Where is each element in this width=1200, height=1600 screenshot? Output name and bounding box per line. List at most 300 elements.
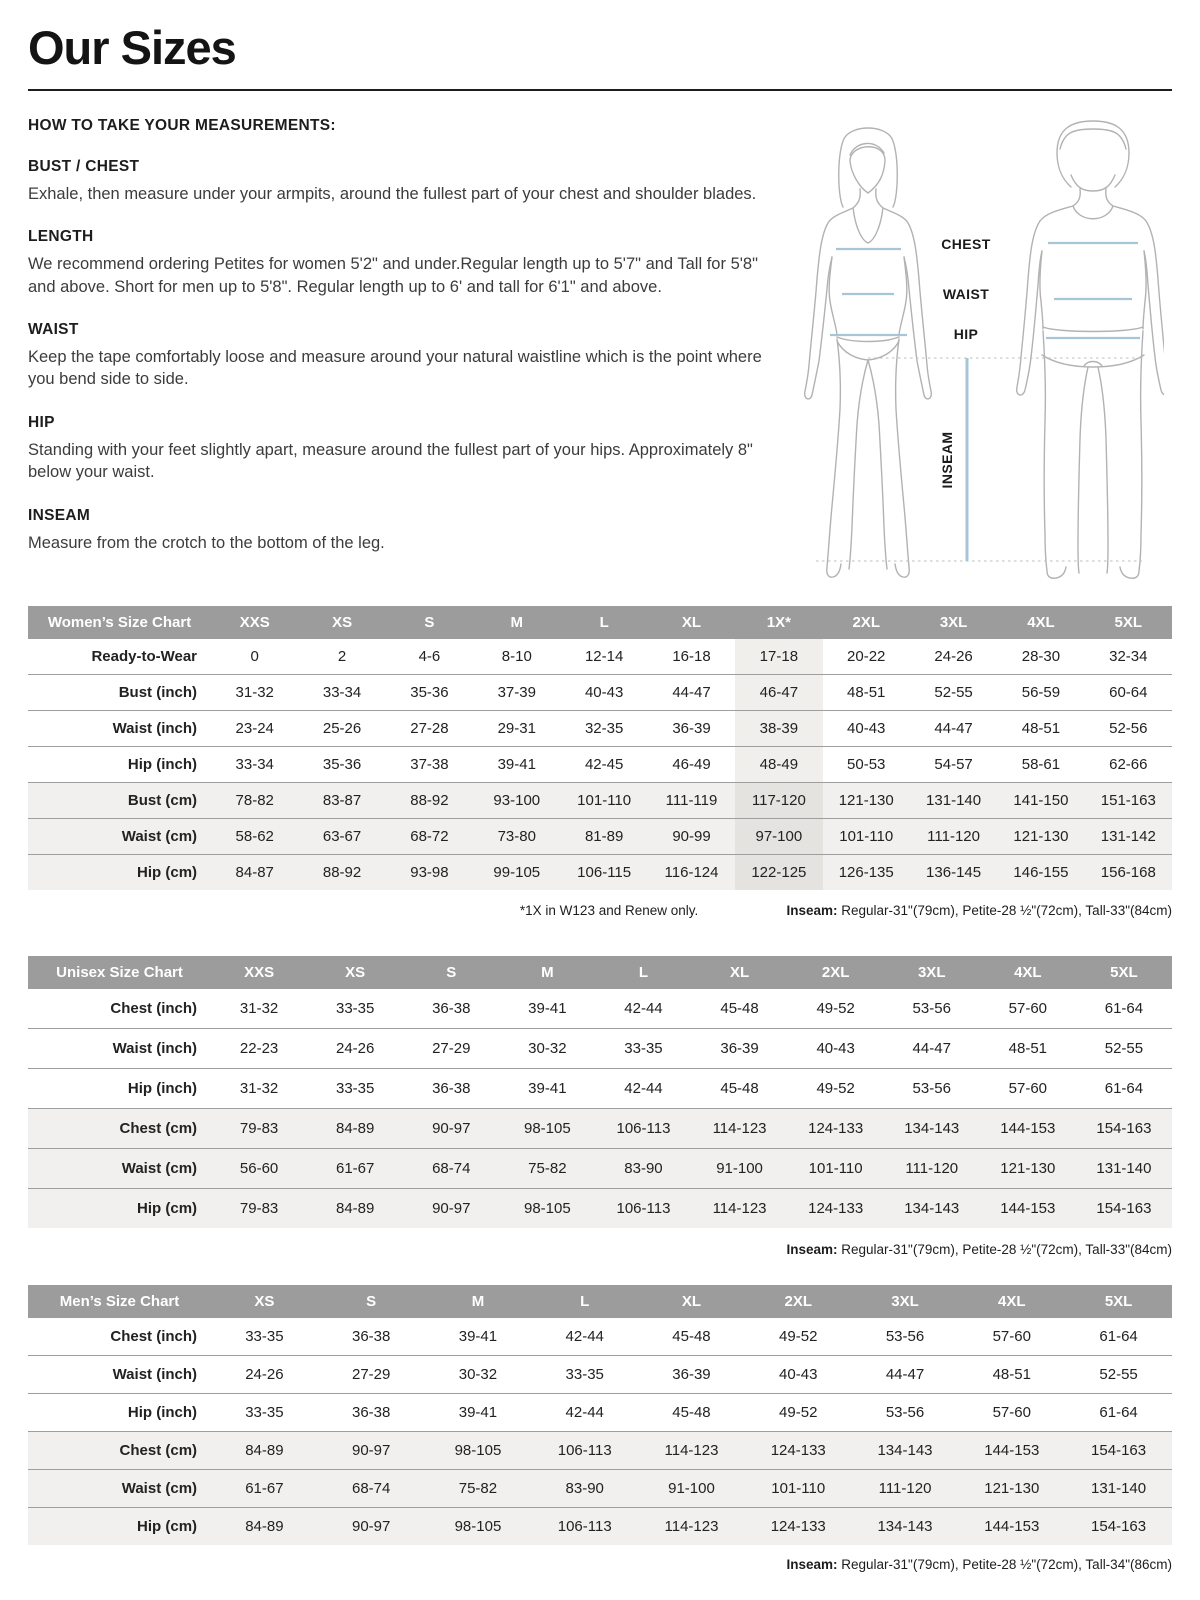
- size-cell: 48-51: [997, 710, 1084, 746]
- page-header: [28, 22, 1172, 91]
- size-cell: 12-14: [584, 647, 624, 665]
- size-column-header: XS: [307, 956, 403, 989]
- size-cell: 0: [250, 647, 259, 665]
- inseam-footnote-text: Regular-31"(79cm), Petite-28 ½"(72cm), Tall-34"(86cm): [837, 1556, 1172, 1572]
- unisex-size-chart-section: [28, 956, 1172, 1259]
- size-column-header: 5XL: [1076, 956, 1172, 989]
- size-cell: 124-133: [745, 1431, 852, 1469]
- size-column-header: 5XL: [1065, 1285, 1172, 1318]
- size-cell: 84-87: [211, 854, 298, 890]
- size-cell: 44-47: [648, 674, 735, 710]
- size-cell: 98-105: [499, 1108, 595, 1148]
- size-cell: 121-130: [997, 818, 1084, 854]
- size-cell: 30-32: [425, 1355, 532, 1393]
- size-cell: 154-163: [1076, 1188, 1172, 1228]
- size-cell: 111-120: [884, 1148, 980, 1188]
- measurements-content: [28, 117, 1172, 584]
- instruction-heading: INSEAM: [28, 506, 91, 524]
- size-cell: 57-60: [958, 1393, 1065, 1431]
- row-label: Waist (cm): [28, 1148, 211, 1188]
- size-cell: 39-41: [528, 999, 567, 1017]
- size-cell: 144-153: [980, 1108, 1076, 1148]
- body-outlines-svg: [780, 109, 1164, 579]
- size-column-header: 3XL: [910, 606, 997, 639]
- size-column-header: S: [386, 606, 473, 639]
- size-cell: 84-89: [307, 1108, 403, 1148]
- size-cell: 61-64: [1104, 999, 1144, 1017]
- size-cell: 57-60: [992, 1327, 1031, 1345]
- size-cell: 17-18: [735, 639, 822, 675]
- size-cell: 42-44: [624, 999, 663, 1017]
- table-row: [28, 1507, 1172, 1545]
- size-cell: 124-133: [788, 1108, 884, 1148]
- size-cell: 32-34: [1109, 647, 1148, 665]
- size-cell: 39-41: [499, 1068, 595, 1108]
- size-cell: 101-110: [823, 818, 910, 854]
- size-cell: 48-51: [823, 674, 910, 710]
- size-cell: 54-57: [910, 746, 997, 782]
- size-cell: 53-56: [884, 1068, 980, 1108]
- size-cell: 121-130: [980, 1148, 1076, 1188]
- instruction-section-waist: [28, 321, 762, 391]
- size-column-header: XXS: [211, 606, 298, 639]
- size-cell: 36-38: [351, 1327, 391, 1345]
- row-label: Bust (inch): [28, 674, 211, 710]
- size-column-header: 5XL: [1085, 606, 1172, 639]
- size-cell: 136-145: [910, 854, 997, 890]
- men-size-chart-section: [28, 1285, 1172, 1574]
- size-cell: 24-26: [307, 1028, 403, 1068]
- size-column-header: M: [499, 956, 595, 989]
- size-cell: 35-36: [386, 674, 473, 710]
- size-column-header: 2XL: [788, 956, 884, 989]
- size-cell: 62-66: [1085, 746, 1172, 782]
- table-row: [28, 1188, 1172, 1228]
- size-cell: 36-38: [432, 999, 471, 1017]
- size-cell: 90-99: [648, 818, 735, 854]
- size-cell: 40-43: [788, 1028, 884, 1068]
- size-cell: 48-51: [958, 1355, 1065, 1393]
- size-cell: 98-105: [499, 1188, 595, 1228]
- size-cell: 61-64: [1076, 1068, 1172, 1108]
- table-row: [28, 818, 1172, 854]
- size-cell: 49-52: [779, 1327, 818, 1345]
- size-cell: 144-153: [980, 1188, 1076, 1228]
- hip-label: HIP: [953, 325, 979, 342]
- row-label: Waist (cm): [28, 818, 211, 854]
- size-cell: 68-74: [403, 1148, 499, 1188]
- size-cell: 134-143: [884, 1108, 980, 1148]
- size-cell: 8-10: [501, 647, 532, 665]
- size-cell: 56-59: [997, 674, 1084, 710]
- row-label: Chest (cm): [28, 1431, 211, 1469]
- size-cell: 24-26: [211, 1355, 318, 1393]
- row-label: Chest (inch): [110, 1327, 198, 1345]
- size-column-header: S: [318, 1285, 425, 1318]
- row-label: Hip (inch): [28, 1393, 211, 1431]
- instruction-body: Exhale, then measure under your armpits, around the fullest part of your chest and shoulder blades.: [28, 184, 757, 203]
- chest-label: CHEST: [941, 235, 991, 252]
- size-cell: 57-60: [980, 1068, 1076, 1108]
- size-cell: 114-123: [638, 1507, 745, 1545]
- row-label: Hip (inch): [28, 1068, 211, 1108]
- size-column-header: 3XL: [852, 1285, 959, 1318]
- size-cell: 106-113: [531, 1507, 638, 1545]
- measurement-figures-illustration: [780, 109, 1164, 584]
- instruction-heading: WAIST: [28, 321, 79, 338]
- size-cell: 90-97: [403, 1108, 499, 1148]
- size-cell: 42-45: [560, 746, 647, 782]
- men-table-title: Men’s Size Chart: [28, 1285, 211, 1318]
- size-column-header: XS: [211, 1285, 318, 1318]
- size-cell: 84-89: [211, 1431, 318, 1469]
- size-cell: 111-119: [648, 782, 735, 818]
- size-cell: 36-39: [638, 1355, 745, 1393]
- size-column-header: XL: [648, 606, 735, 639]
- instruction-body: Keep the tape comfortably loose and measure around your natural waistline which is the point where you bend side to side.: [28, 348, 762, 389]
- size-cell: 75-82: [499, 1148, 595, 1188]
- size-cell: 73-80: [473, 818, 560, 854]
- women-size-chart-table: [28, 606, 1172, 890]
- size-cell: 42-44: [595, 1068, 691, 1108]
- size-cell: 33-34: [298, 674, 385, 710]
- inseam-footnote-label: Inseam:: [786, 1241, 838, 1257]
- size-cell: 134-143: [852, 1431, 959, 1469]
- size-cell: 40-43: [823, 710, 910, 746]
- size-cell: 154-163: [1065, 1507, 1172, 1545]
- size-cell: 52-55: [910, 674, 997, 710]
- size-cell: 116-124: [648, 854, 735, 890]
- size-cell: 79-83: [211, 1188, 307, 1228]
- size-cell: 40-43: [745, 1355, 852, 1393]
- instruction-body: Standing with your feet slightly apart, measure around the fullest part of your hips. Approximately 8" below your waist.: [28, 440, 753, 482]
- size-cell: 27-29: [318, 1355, 425, 1393]
- man-figure-outline: [1017, 121, 1164, 578]
- size-cell: 33-35: [531, 1355, 638, 1393]
- table-row: [28, 1148, 1172, 1188]
- instruction-section-inseam: [28, 507, 762, 554]
- size-column-header: S: [403, 956, 499, 989]
- size-cell: 114-123: [692, 1108, 788, 1148]
- size-cell: 151-163: [1085, 782, 1172, 818]
- woman-figure-outline: [805, 128, 932, 577]
- size-cell: 61-67: [211, 1469, 318, 1507]
- table-row: [28, 1355, 1172, 1393]
- size-column-header: L: [595, 956, 691, 989]
- size-cell: 88-92: [386, 782, 473, 818]
- size-cell: 154-163: [1065, 1431, 1172, 1469]
- row-label: Chest (inch): [110, 999, 198, 1017]
- size-cell: 24-26: [934, 647, 973, 665]
- instruction-section-hip: [28, 414, 762, 484]
- page-title: Our Sizes: [28, 21, 236, 74]
- instruction-heading: BUST / CHEST: [28, 157, 140, 175]
- size-cell: 131-140: [1065, 1469, 1172, 1507]
- size-cell: 106-113: [531, 1431, 638, 1469]
- size-cell: 114-123: [692, 1188, 788, 1228]
- table-row: [28, 1318, 1172, 1356]
- size-cell: 91-100: [638, 1469, 745, 1507]
- size-cell: 93-98: [386, 854, 473, 890]
- size-cell: 90-97: [403, 1188, 499, 1228]
- size-column-header: L: [560, 606, 647, 639]
- women-size-chart-section: [28, 606, 1172, 920]
- table-row: [28, 710, 1172, 746]
- table-row: [28, 1469, 1172, 1507]
- size-cell: 49-52: [788, 1068, 884, 1108]
- inseam-footnote-label: Inseam:: [786, 902, 838, 918]
- instruction-body: We recommend ordering Petites for women 5'2" and under.Regular length up to 5'7" and Tall for 5'8" and above. Short for men up to 5'8". Regular length up to 6' and tall for 6'1" and above.: [28, 255, 758, 296]
- size-cell: 101-110: [745, 1469, 852, 1507]
- size-cell: 83-90: [531, 1469, 638, 1507]
- size-column-header: XL: [692, 956, 788, 989]
- size-column-header: L: [531, 1285, 638, 1318]
- inseam-footnote-text: Regular-31"(79cm), Petite-28 ½"(72cm), Tall-33"(84cm): [837, 902, 1172, 918]
- unisex-table-footnotes: [28, 1242, 1172, 1259]
- size-cell: 79-83: [211, 1108, 307, 1148]
- size-cell: 61-64: [1065, 1393, 1172, 1431]
- women-inseam-footnote: [786, 903, 1172, 918]
- size-cell: 90-97: [318, 1507, 425, 1545]
- size-cell: 27-28: [386, 710, 473, 746]
- size-cell: 144-153: [958, 1507, 1065, 1545]
- men-size-chart-table: [28, 1285, 1172, 1545]
- size-cell: 37-39: [473, 674, 560, 710]
- how-to-heading: HOW TO TAKE YOUR MEASUREMENTS:: [28, 116, 336, 134]
- size-cell: 52-55: [1065, 1355, 1172, 1393]
- row-label: Hip (cm): [28, 1188, 211, 1228]
- title-divider: [28, 89, 1172, 91]
- size-cell: 124-133: [745, 1507, 852, 1545]
- size-cell: 45-48: [672, 1327, 711, 1345]
- size-cell: 50-53: [823, 746, 910, 782]
- size-column-header: M: [425, 1285, 532, 1318]
- size-cell: 25-26: [298, 710, 385, 746]
- row-label: Bust (cm): [28, 782, 211, 818]
- size-column-header: XS: [298, 606, 385, 639]
- size-cell: 106-115: [560, 854, 647, 890]
- size-cell: 45-48: [638, 1393, 745, 1431]
- size-column-header: 1X*: [735, 606, 822, 639]
- size-cell: 58-62: [211, 818, 298, 854]
- women-1x-footnote: *1X in W123 and Renew only.: [519, 902, 699, 918]
- size-cell: 124-133: [788, 1188, 884, 1228]
- size-cell: 111-120: [910, 818, 997, 854]
- row-label: Waist (inch): [28, 710, 211, 746]
- size-column-header: 4XL: [980, 956, 1076, 989]
- size-cell: 44-47: [884, 1028, 980, 1068]
- size-cell: 57-60: [1008, 999, 1048, 1017]
- inseam-footnote-label: Inseam:: [786, 1556, 838, 1572]
- size-cell: 63-67: [298, 818, 385, 854]
- size-column-header: 2XL: [823, 606, 910, 639]
- size-cell: 99-105: [473, 854, 560, 890]
- instruction-heading: LENGTH: [28, 228, 94, 246]
- size-cell: 33-34: [211, 746, 298, 782]
- row-label: Hip (cm): [28, 854, 211, 890]
- instruction-heading: HIP: [28, 413, 55, 431]
- size-cell: 44-47: [910, 710, 997, 746]
- row-label: Ready-to-Wear: [91, 647, 198, 665]
- size-cell: 37-38: [386, 746, 473, 782]
- size-cell: 22-23: [211, 1028, 307, 1068]
- size-cell: 131-140: [1076, 1148, 1172, 1188]
- instruction-section-length: [28, 228, 762, 298]
- table-row: [28, 1108, 1172, 1148]
- size-cell: 58-61: [997, 746, 1084, 782]
- size-column-header: XL: [638, 1285, 745, 1318]
- size-cell: 154-163: [1076, 1108, 1172, 1148]
- size-cell: 23-24: [211, 710, 298, 746]
- size-cell: 91-100: [692, 1148, 788, 1188]
- size-cell: 31-32: [211, 674, 298, 710]
- size-column-header: 4XL: [997, 606, 1084, 639]
- size-cell: 20-22: [847, 647, 886, 665]
- size-cell: 2: [337, 647, 347, 665]
- size-cell: 141-150: [997, 782, 1084, 818]
- size-cell: 126-135: [823, 854, 910, 890]
- size-cell: 31-32: [239, 999, 279, 1017]
- size-cell: 46-49: [648, 746, 735, 782]
- size-cell: 33-35: [211, 1393, 318, 1431]
- size-cell: 53-56: [885, 1327, 925, 1345]
- size-column-header: 3XL: [884, 956, 980, 989]
- size-cell: 78-82: [211, 782, 298, 818]
- size-column-header: M: [473, 606, 560, 639]
- size-cell: 42-44: [531, 1393, 638, 1431]
- size-cell: 101-110: [788, 1148, 884, 1188]
- measurement-instructions: [28, 117, 780, 584]
- size-cell: 46-47: [735, 674, 822, 710]
- size-cell: 42-44: [565, 1327, 604, 1345]
- size-cell: 88-92: [298, 854, 385, 890]
- size-column-header: XXS: [211, 956, 307, 989]
- size-cell: 106-113: [595, 1108, 691, 1148]
- row-label: Hip (inch): [28, 746, 211, 782]
- size-cell: 61-67: [307, 1148, 403, 1188]
- unisex-size-chart-table: [28, 956, 1172, 1228]
- size-cell: 30-32: [499, 1028, 595, 1068]
- size-cell: 84-89: [307, 1188, 403, 1228]
- table-row: [28, 1028, 1172, 1068]
- size-cell: 83-90: [595, 1148, 691, 1188]
- size-cell: 52-55: [1076, 1028, 1172, 1068]
- size-cell: 90-97: [318, 1431, 425, 1469]
- women-table-title: Women’s Size Chart: [28, 606, 211, 639]
- size-cell: 38-39: [735, 710, 822, 746]
- unisex-inseam-footnote: [786, 1242, 1172, 1257]
- table-row: [28, 1393, 1172, 1431]
- size-cell: 27-29: [403, 1028, 499, 1068]
- size-cell: 81-89: [560, 818, 647, 854]
- size-cell: 134-143: [884, 1188, 980, 1228]
- size-cell: 45-48: [692, 1068, 788, 1108]
- size-cell: 98-105: [425, 1431, 532, 1469]
- size-cell: 101-110: [560, 782, 647, 818]
- row-label: Waist (cm): [28, 1469, 211, 1507]
- size-cell: 122-125: [735, 854, 822, 890]
- size-cell: 111-120: [852, 1469, 959, 1507]
- size-cell: 117-120: [735, 782, 822, 818]
- men-inseam-footnote: [786, 1557, 1172, 1572]
- size-cell: 33-35: [335, 999, 375, 1017]
- size-cell: 31-32: [211, 1068, 307, 1108]
- size-cell: 144-153: [958, 1431, 1065, 1469]
- instruction-section-bust-chest: [28, 158, 762, 205]
- size-cell: 48-49: [735, 746, 822, 782]
- size-cell: 48-51: [980, 1028, 1076, 1068]
- size-cell: 121-130: [823, 782, 910, 818]
- size-column-header: 4XL: [958, 1285, 1065, 1318]
- size-cell: 52-56: [1085, 710, 1172, 746]
- table-row: [28, 1068, 1172, 1108]
- row-label: Hip (cm): [28, 1507, 211, 1545]
- size-cell: 60-64: [1085, 674, 1172, 710]
- size-cell: 114-123: [638, 1431, 745, 1469]
- table-row: [28, 854, 1172, 890]
- waist-label: WAIST: [942, 285, 990, 302]
- size-cell: 39-41: [425, 1393, 532, 1431]
- size-cell: 134-143: [852, 1507, 959, 1545]
- size-cell: 156-168: [1085, 854, 1172, 890]
- size-cell: 93-100: [473, 782, 560, 818]
- size-cell: 75-82: [425, 1469, 532, 1507]
- men-table-footnotes: [28, 1557, 1172, 1574]
- inseam-guide-dashes: [816, 358, 1142, 561]
- women-table-footnotes: [28, 903, 1172, 920]
- size-cell: 83-87: [298, 782, 385, 818]
- size-cell: 35-36: [298, 746, 385, 782]
- size-cell: 32-35: [560, 710, 647, 746]
- size-cell: 131-140: [910, 782, 997, 818]
- size-cell: 33-35: [245, 1327, 284, 1345]
- size-cell: 36-39: [692, 1028, 788, 1068]
- size-cell: 44-47: [852, 1355, 959, 1393]
- size-cell: 98-105: [425, 1507, 532, 1545]
- size-cell: 106-113: [595, 1188, 691, 1228]
- inseam-footnote-text: Regular-31"(79cm), Petite-28 ½"(72cm), Tall-33"(84cm): [837, 1241, 1172, 1257]
- table-row: [28, 989, 1172, 1029]
- size-cell: 39-41: [458, 1327, 498, 1345]
- row-label: Waist (inch): [28, 1028, 211, 1068]
- size-cell: 121-130: [958, 1469, 1065, 1507]
- table-row: [28, 1431, 1172, 1469]
- size-cell: 97-100: [735, 818, 822, 854]
- inseam-label: INSEAM: [939, 431, 955, 489]
- instruction-body: Measure from the crotch to the bottom of the leg.: [28, 533, 385, 552]
- size-cell: 36-38: [318, 1393, 425, 1431]
- size-cell: 45-48: [720, 999, 759, 1017]
- size-cell: 28-30: [1021, 647, 1061, 665]
- size-cell: 33-35: [595, 1028, 691, 1068]
- size-cell: 49-52: [816, 999, 855, 1017]
- table-row: [28, 746, 1172, 782]
- row-label: Chest (cm): [28, 1108, 211, 1148]
- size-cell: 53-56: [912, 999, 951, 1017]
- size-cell: 68-72: [386, 818, 473, 854]
- size-cell: 40-43: [560, 674, 647, 710]
- size-cell: 131-142: [1085, 818, 1172, 854]
- size-cell: 16-18: [672, 647, 711, 665]
- size-cell: 33-35: [307, 1068, 403, 1108]
- size-cell: 4-6: [418, 647, 441, 665]
- size-cell: 53-56: [852, 1393, 959, 1431]
- size-cell: 68-74: [318, 1469, 425, 1507]
- size-cell: 56-60: [211, 1148, 307, 1188]
- size-column-header: 2XL: [745, 1285, 852, 1318]
- table-row: [28, 782, 1172, 818]
- size-cell: 61-64: [1099, 1327, 1138, 1345]
